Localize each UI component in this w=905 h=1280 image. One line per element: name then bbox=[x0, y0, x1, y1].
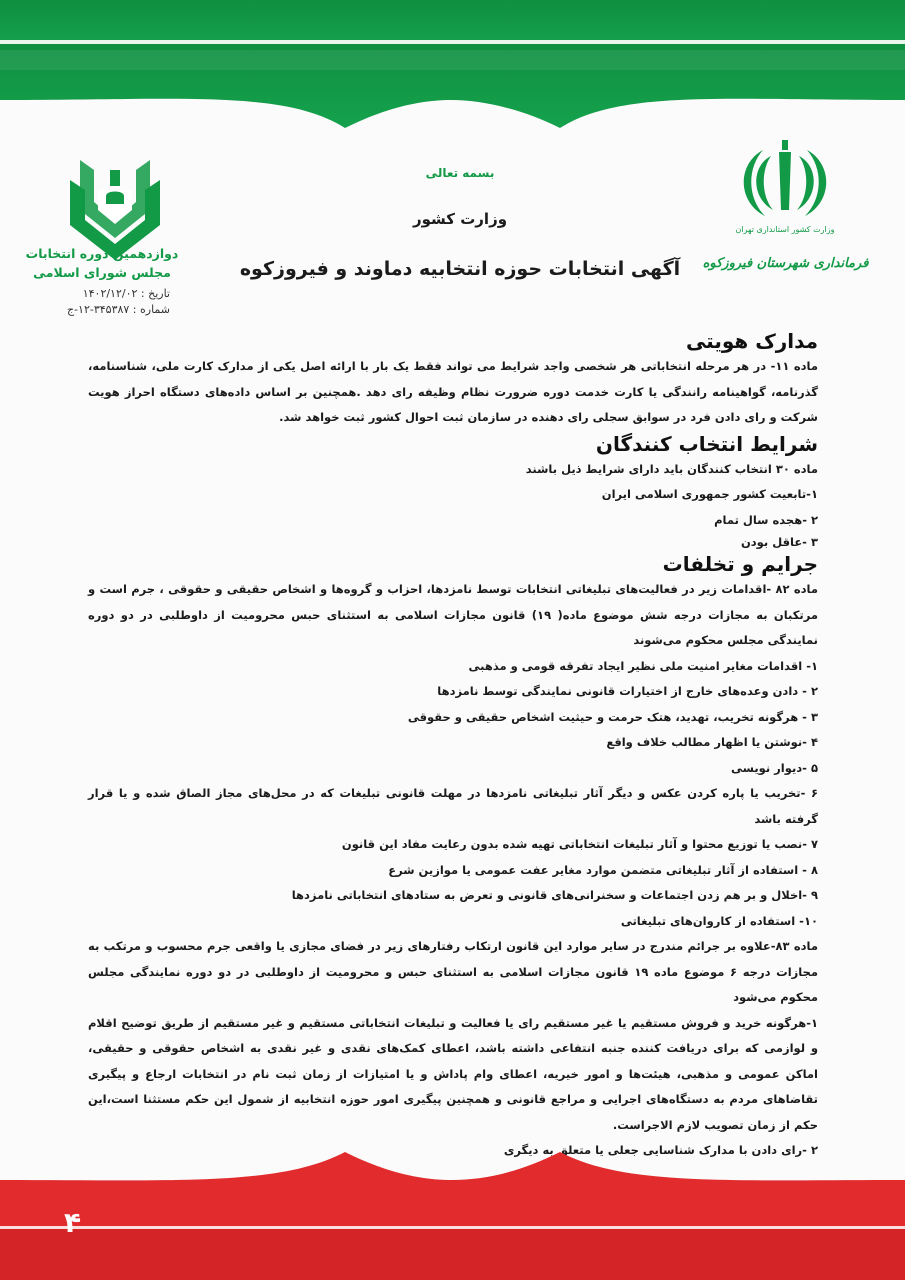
top-green-band bbox=[0, 0, 905, 140]
basmala-text: بسمه تعالی bbox=[425, 166, 495, 180]
crimes-item: ۴ -نوشتن یا اظهار مطالب خلاف واقع bbox=[606, 735, 818, 749]
document-date: تاریخ : ۱۴۰۲/۱۲/۰۲ bbox=[82, 287, 170, 300]
page-number: ۴ bbox=[64, 1206, 82, 1239]
crimes-article83-text: ماده ۸۳-علاوه بر جرائم مندرج در سایر موارد این قانون ارتکاب رفتارهای زیر در فضای مجازی یا واقعی جرم محسوب و مرتکب به مجازات درجه ۶ موضوع ماده ۱۹ قانون مجازات اسلامی به استثنای حبس و محرومیت از داوطلبی در دو دوره نمایندگی مجلس محکوم می‌شود bbox=[88, 939, 818, 1004]
article83-item: ۲ -رای دادن با مدارک شناسایی جعلی یا متعلق به دیگری bbox=[503, 1143, 818, 1157]
bottom-red-band bbox=[0, 1140, 905, 1280]
crimes-item: ۸ - استفاده از آثار تبلیغاتی متضمن موارد مغایر عفت عمومی یا موازین شرع bbox=[388, 862, 818, 877]
crimes-item: ۶ -تخریب یا پاره کردن عکس و دیگر آثار تبلیغاتی نامزدها در مهلت قانونی تبلیغات که در محل‌های مجاز الصاق شده و یا قرار گرفته باشد bbox=[88, 786, 818, 826]
voters-item: ۱-تابعیت کشور جمهوری اسلامی ایران bbox=[601, 487, 818, 501]
identity-article-text: ماده ۱۱- در هر مرحله انتخاباتی هر شخصی واجد شرایط می تواند فقط یک بار با ارائه اصل یکی از مدارک کارت ملی، شناسنامه، گذرنامه، گواهینامه رانندگی یا کارت خدمت دوره ضرورت نظام وظیفه رای دهد .همچنین بر اساس داده‌های دستگاه احراز هویت شرکت و رای دادن فرد در سوابق سجلی رای دهنده در سازمان ثبت احوال کشور ثبت خواهد شد. bbox=[88, 359, 818, 424]
crimes-item: ۲ - دادن وعده‌های خارج از اختیارات قانونی نمایندگی توسط نامزدها bbox=[437, 684, 818, 698]
governorate-subtitle: وزارت کشور استانداری تهران bbox=[735, 225, 835, 234]
ministry-name: وزارت کشور bbox=[412, 210, 508, 228]
section-title-crimes: جرایم و تخلفات bbox=[662, 552, 818, 576]
crimes-item: ۹ -اخلال و بر هم زدن اجتماعات و سخنرانی‌های قانونی و تعرض به ستادهای انتخاباتی نامزدها bbox=[291, 888, 818, 902]
crimes-item: ۳ - هرگونه تخریب، تهدید، هتک حرمت و حیثیت اشخاص حقیقی و حقوقی bbox=[407, 709, 818, 724]
crimes-item: ۱- اقدامات مغایر امنیت ملی نظیر ایجاد تفرقه قومی و مذهبی bbox=[468, 658, 818, 673]
section-title-voters: شرایط انتخاب کنندگان bbox=[595, 431, 818, 456]
section-title-identity: مدارک هویتی bbox=[685, 329, 818, 353]
crimes-item: ۷ -نصب یا توزیع محتوا و آثار تبلیغات انتخاباتی تهیه شده بدون رعایت مفاد این قانون bbox=[341, 837, 818, 851]
crimes-item: ۱۰- استفاده از کاروان‌های تبلیغاتی bbox=[620, 913, 818, 928]
election-title-line1: دوازدهمین دوره انتخابات bbox=[25, 246, 179, 261]
notice-body bbox=[88, 328, 818, 1164]
voters-intro: ماده ۳۰ انتخاب کنندگان باید دارای شرایط ذیل باشند bbox=[525, 461, 818, 476]
election-title-line2: مجلس شورای اسلامی bbox=[33, 265, 171, 280]
voters-item: ۲ -هجده سال تمام bbox=[714, 512, 818, 527]
article83-item: ۱-هرگونه خرید و فروش مستقیم یا غیر مستقیم رای یا فعالیت و تبلیغات انتخاباتی مستقیم و غیر مستقیم از طریق توضیح اقلام و لوازمی که برای دریافت کننده جنبه انتفاعی داشته باشد، اعطای کمک‌های نقدی و غیر نقدی به اشخاص حقوقی و حقیقی، اماکن عمومی و مذهبی، هیئت‌ها و امور خیریه، اعطای وام پاداش و یا امتیازات از زمان ثبت نام در انتخابات ارجاع و پیگیری تقاضاهای مردم به دستگاه‌های اجرایی و مراجع قانونی و همچنین پیگیری امور حوزه انتخابیه از شمول این حکم مستثنا است،این حکم از زمان تصویب لازم الاجراست. bbox=[88, 1015, 818, 1132]
crimes-item: ۵ -دیوار نویسی bbox=[731, 760, 818, 775]
notice-title: آگهی انتخابات حوزه انتخابیه دماوند و فیروزکوه bbox=[239, 258, 681, 280]
governorate-name: فرمانداری شهرستان فیروزکوه bbox=[702, 256, 869, 271]
document-number: شماره : ۳۴۵۳۸۷-۱۲-ج bbox=[66, 303, 170, 316]
crimes-article82-text: ماده ۸۲ -اقدامات زیر در فعالیت‌های تبلیغاتی انتخابات توسط نامزدها، احزاب و گروه‌ها و اشخاص حقیقی و حقوقی ، جرم است و مرتکبان به مجازات درجه شش موضوع ماده( ۱۹) قانون مجازات اسلامی به استثنای حبس محرومیت از داوطلبی در دو دوره نمایندگی مجلس محکوم می‌شوند bbox=[88, 582, 819, 647]
voters-item: ۳ -عاقل بودن bbox=[740, 535, 818, 549]
